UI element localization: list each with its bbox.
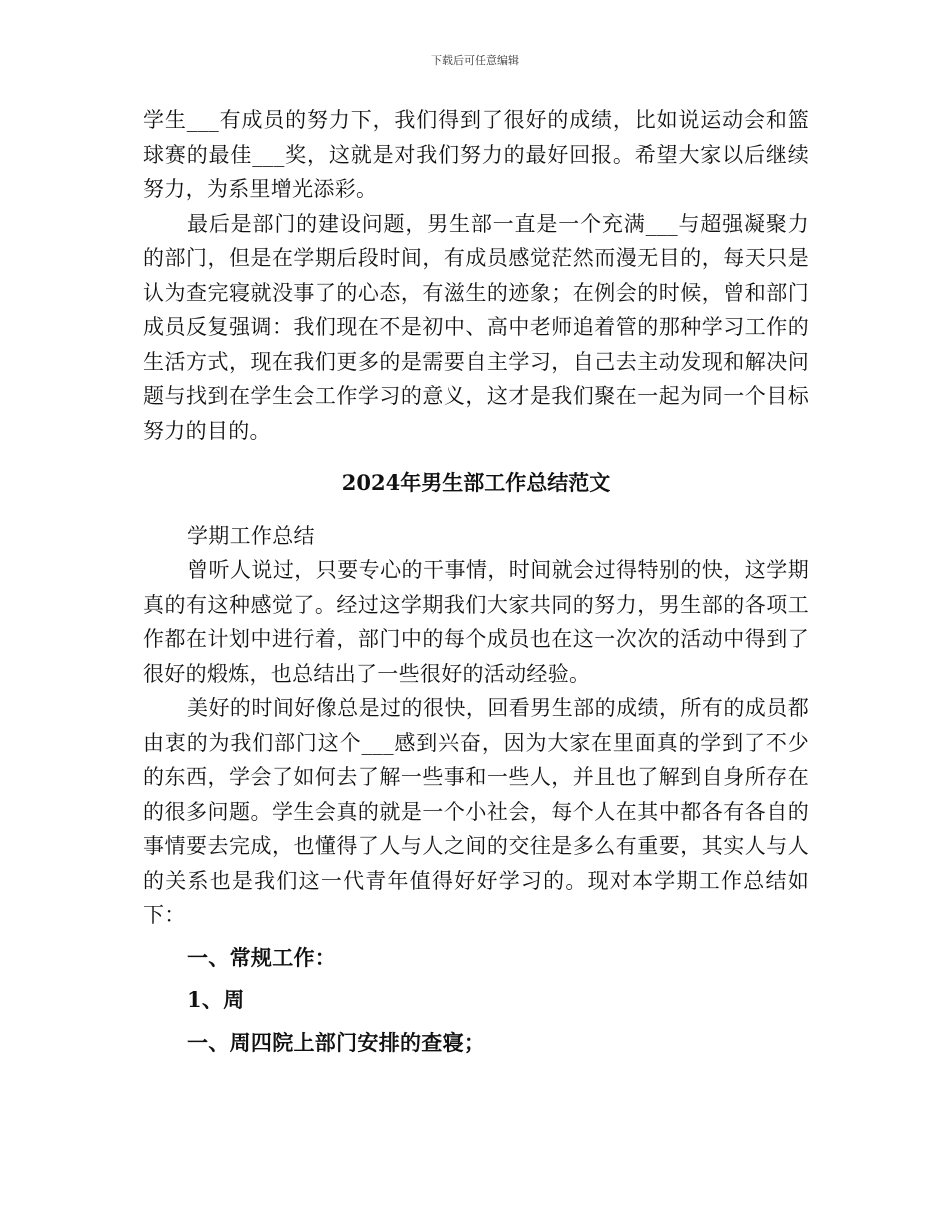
list-item: 1、周 xyxy=(187,987,245,1012)
paragraph-1: 学生___有成员的努力下，我们得到了很好的成绩，比如说运动会和篮球赛的最佳___奖，这就是对我们努力的最好回报。希望大家以后继续努力，为系里增光添彩。 xyxy=(143,108,809,201)
document-subtitle: 学期工作总结 xyxy=(187,523,315,548)
paragraph-3: 曾听人说过，只要专心的干事情，时间就会过得特别的快，这学期真的有这种感觉了。经过这学期我们大家共同的努力，男生部的各项工作都在计划中进行着，部门中的每个成员也在这一次次的活动中得到了很好的煅炼，也总结出了一些很好的活动经验。 xyxy=(143,558,809,686)
page-header: 下载后可任意编辑 xyxy=(431,54,519,67)
paragraph-4: 美好的时间好像总是过的很快，回看男生部的成绩，所有的成员都由衷的为我们部门这个___感到兴奋，因为大家在里面真的学到了不少的东西，学会了如何去了解一些事和一些人，并且也了解到自身所存在的很多问题。学生会真的就是一个小社会，每个人在其中都各有各自的事情要去完成，也懂得了人与人之间的交往是多么有重要，其实人与人的关系也是我们这一代青年值得好好学习的。现对本学期工作总结如下： xyxy=(143,696,809,927)
paragraph-2: 最后是部门的建设问题，男生部一直是一个充满___与超强凝聚力的部门，但是在学期后段时间，有成员感觉茫然而漫无目的，每天只是认为查完寝就没事了的心态，有滋生的迹象；在例会的时候，曾和部门成员反复强调：我们现在不是初中、高中老师追着管的那种学习工作的生活方式，现在我们更多的是需要自主学习，自己去主动发现和解决问题与找到在学生会工作学习的意义，这才是我们聚在一起为同一个目标努力的目的。 xyxy=(143,211,809,443)
document-body xyxy=(143,103,809,1060)
list-item: 一、周四院上部门安排的查寝； xyxy=(187,1029,486,1055)
section-heading: 一、常规工作： xyxy=(187,944,337,970)
document-title: 2024年男生部工作总结范文 xyxy=(341,470,611,495)
